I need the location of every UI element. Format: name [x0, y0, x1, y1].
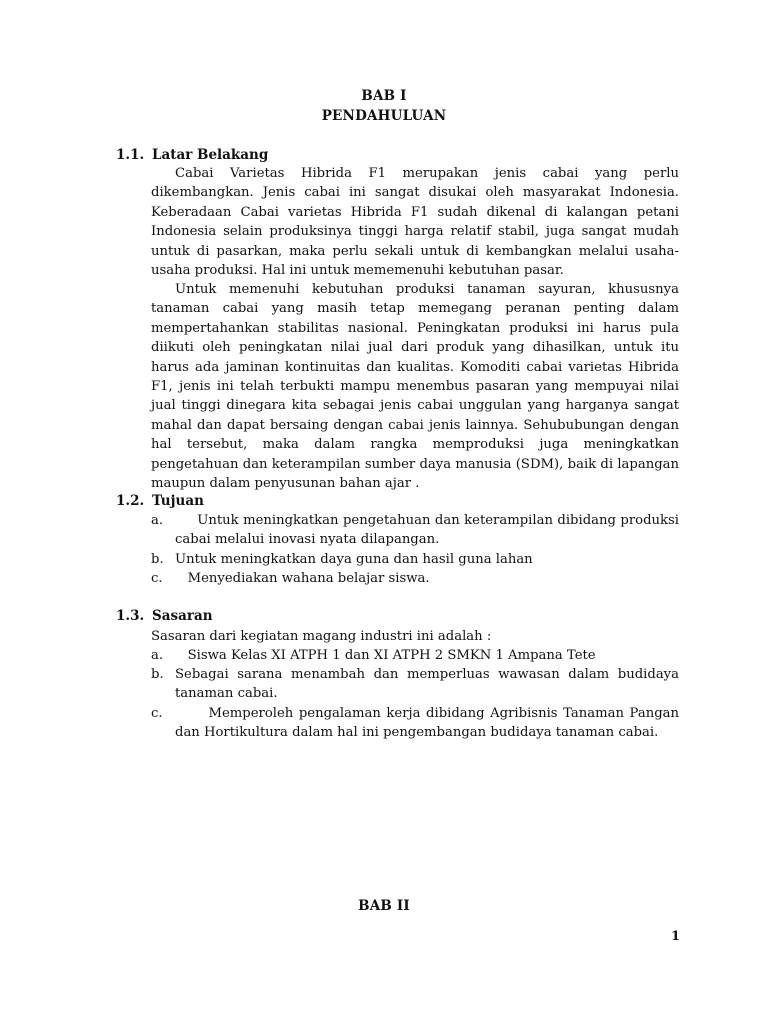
list-item-label: b. [151, 552, 164, 567]
section-heading-tujuan [116, 493, 204, 509]
list-item [151, 569, 679, 588]
next-chapter-label: BAB II [358, 898, 410, 914]
section-number: 1.1. [116, 147, 145, 163]
section-heading-sasaran [116, 608, 213, 624]
paragraph: Untuk memenuhi kebutuhan produksi tanaman sayuran, khususnya tanaman cabai yang masih tetap memegang peranan penting dalam mempertahankan stabilitas nasional. Peningkatan produksi ini harus pula diikuti oleh peningkatan nilai jual dari produk yang dihasilkan, untuk itu harus ada jaminan kontinuitas dan kualitas. Komoditi cabai varietas Hibrida F1, jenis ini telah terbukti mampu menembus pasaran yang mempuyai nilai jual tinggi dinegara kita sebagai jenis cabai unggulan yang harganya sangat mahal dan dapat bersaing dengan cabai jenis lainnya. Sehububungan dengan hal tersebut, maka dalam rangka memproduksi juga meningkatkan pengetahuan dan keterampilan sumber daya manusia (SDM), baik di lapangan maupun dalam penyusunan bahan ajar . [151, 282, 679, 492]
list-item [151, 704, 684, 743]
list-item-text: Untuk meningkatkan daya guna dan hasil guna lahan [175, 552, 533, 567]
list-item-label: c. [151, 706, 163, 721]
section-intro: Sasaran dari kegiatan magang industri ini adalah : [151, 629, 492, 644]
list-item-text: Siswa Kelas XI ATPH 1 dan XI ATPH 2 SMKN 1 Ampana Tete [175, 648, 596, 663]
list-item [151, 646, 679, 665]
list-item [151, 511, 684, 550]
list-item [151, 665, 684, 704]
section-number: 1.2. [116, 493, 145, 509]
list-item-label: b. [151, 667, 164, 682]
list-item-label: a. [151, 648, 164, 663]
list-item-text: Untuk meningkatkan pengetahuan dan keterampilan dibidang produksi cabai melalui inovasi nyata dilapangan. [175, 513, 684, 548]
section-heading-latar-belakang [116, 147, 268, 163]
list-item-label: a. [151, 513, 164, 528]
list-item-text: Menyediakan wahana belajar siswa. [175, 571, 430, 586]
chapter-label: BAB I [361, 88, 407, 104]
paragraph: Cabai Varietas Hibrida F1 merupakan jenis cabai yang perlu dikembangkan. Jenis cabai ini sangat disukai oleh masyarakat Indonesia. Keberadaan Cabai varietas Hibrida F1 sudah dikenal di kalangan petani Indonesia selain produksinya tinggi harga relatif stabil, juga sangat mudah untuk di pasarkan, maka perlu sekali untuk di kembangkan melalui usaha-usaha produksi. Hal ini untuk mememenuhi kebutuhan pasar. [151, 166, 679, 279]
section-title: Tujuan [152, 493, 204, 509]
section-title: Sasaran [152, 608, 213, 624]
section-title: Latar Belakang [152, 147, 269, 163]
chapter-title: PENDAHULUAN [321, 108, 447, 124]
list-item-text: Memperoleh pengalaman kerja dibidang Agribisnis Tanaman Pangan dan Hortikultura dalam hal ini pengembangan budidaya tanaman cabai. [175, 706, 684, 741]
list-item [151, 550, 679, 569]
section-number: 1.3. [116, 608, 145, 624]
list-item-label: c. [151, 571, 163, 586]
list-item-text: Sebagai sarana menambah dan memperluas wawasan dalam budidaya tanaman cabai. [175, 667, 684, 702]
page-number: 1 [670, 929, 680, 944]
